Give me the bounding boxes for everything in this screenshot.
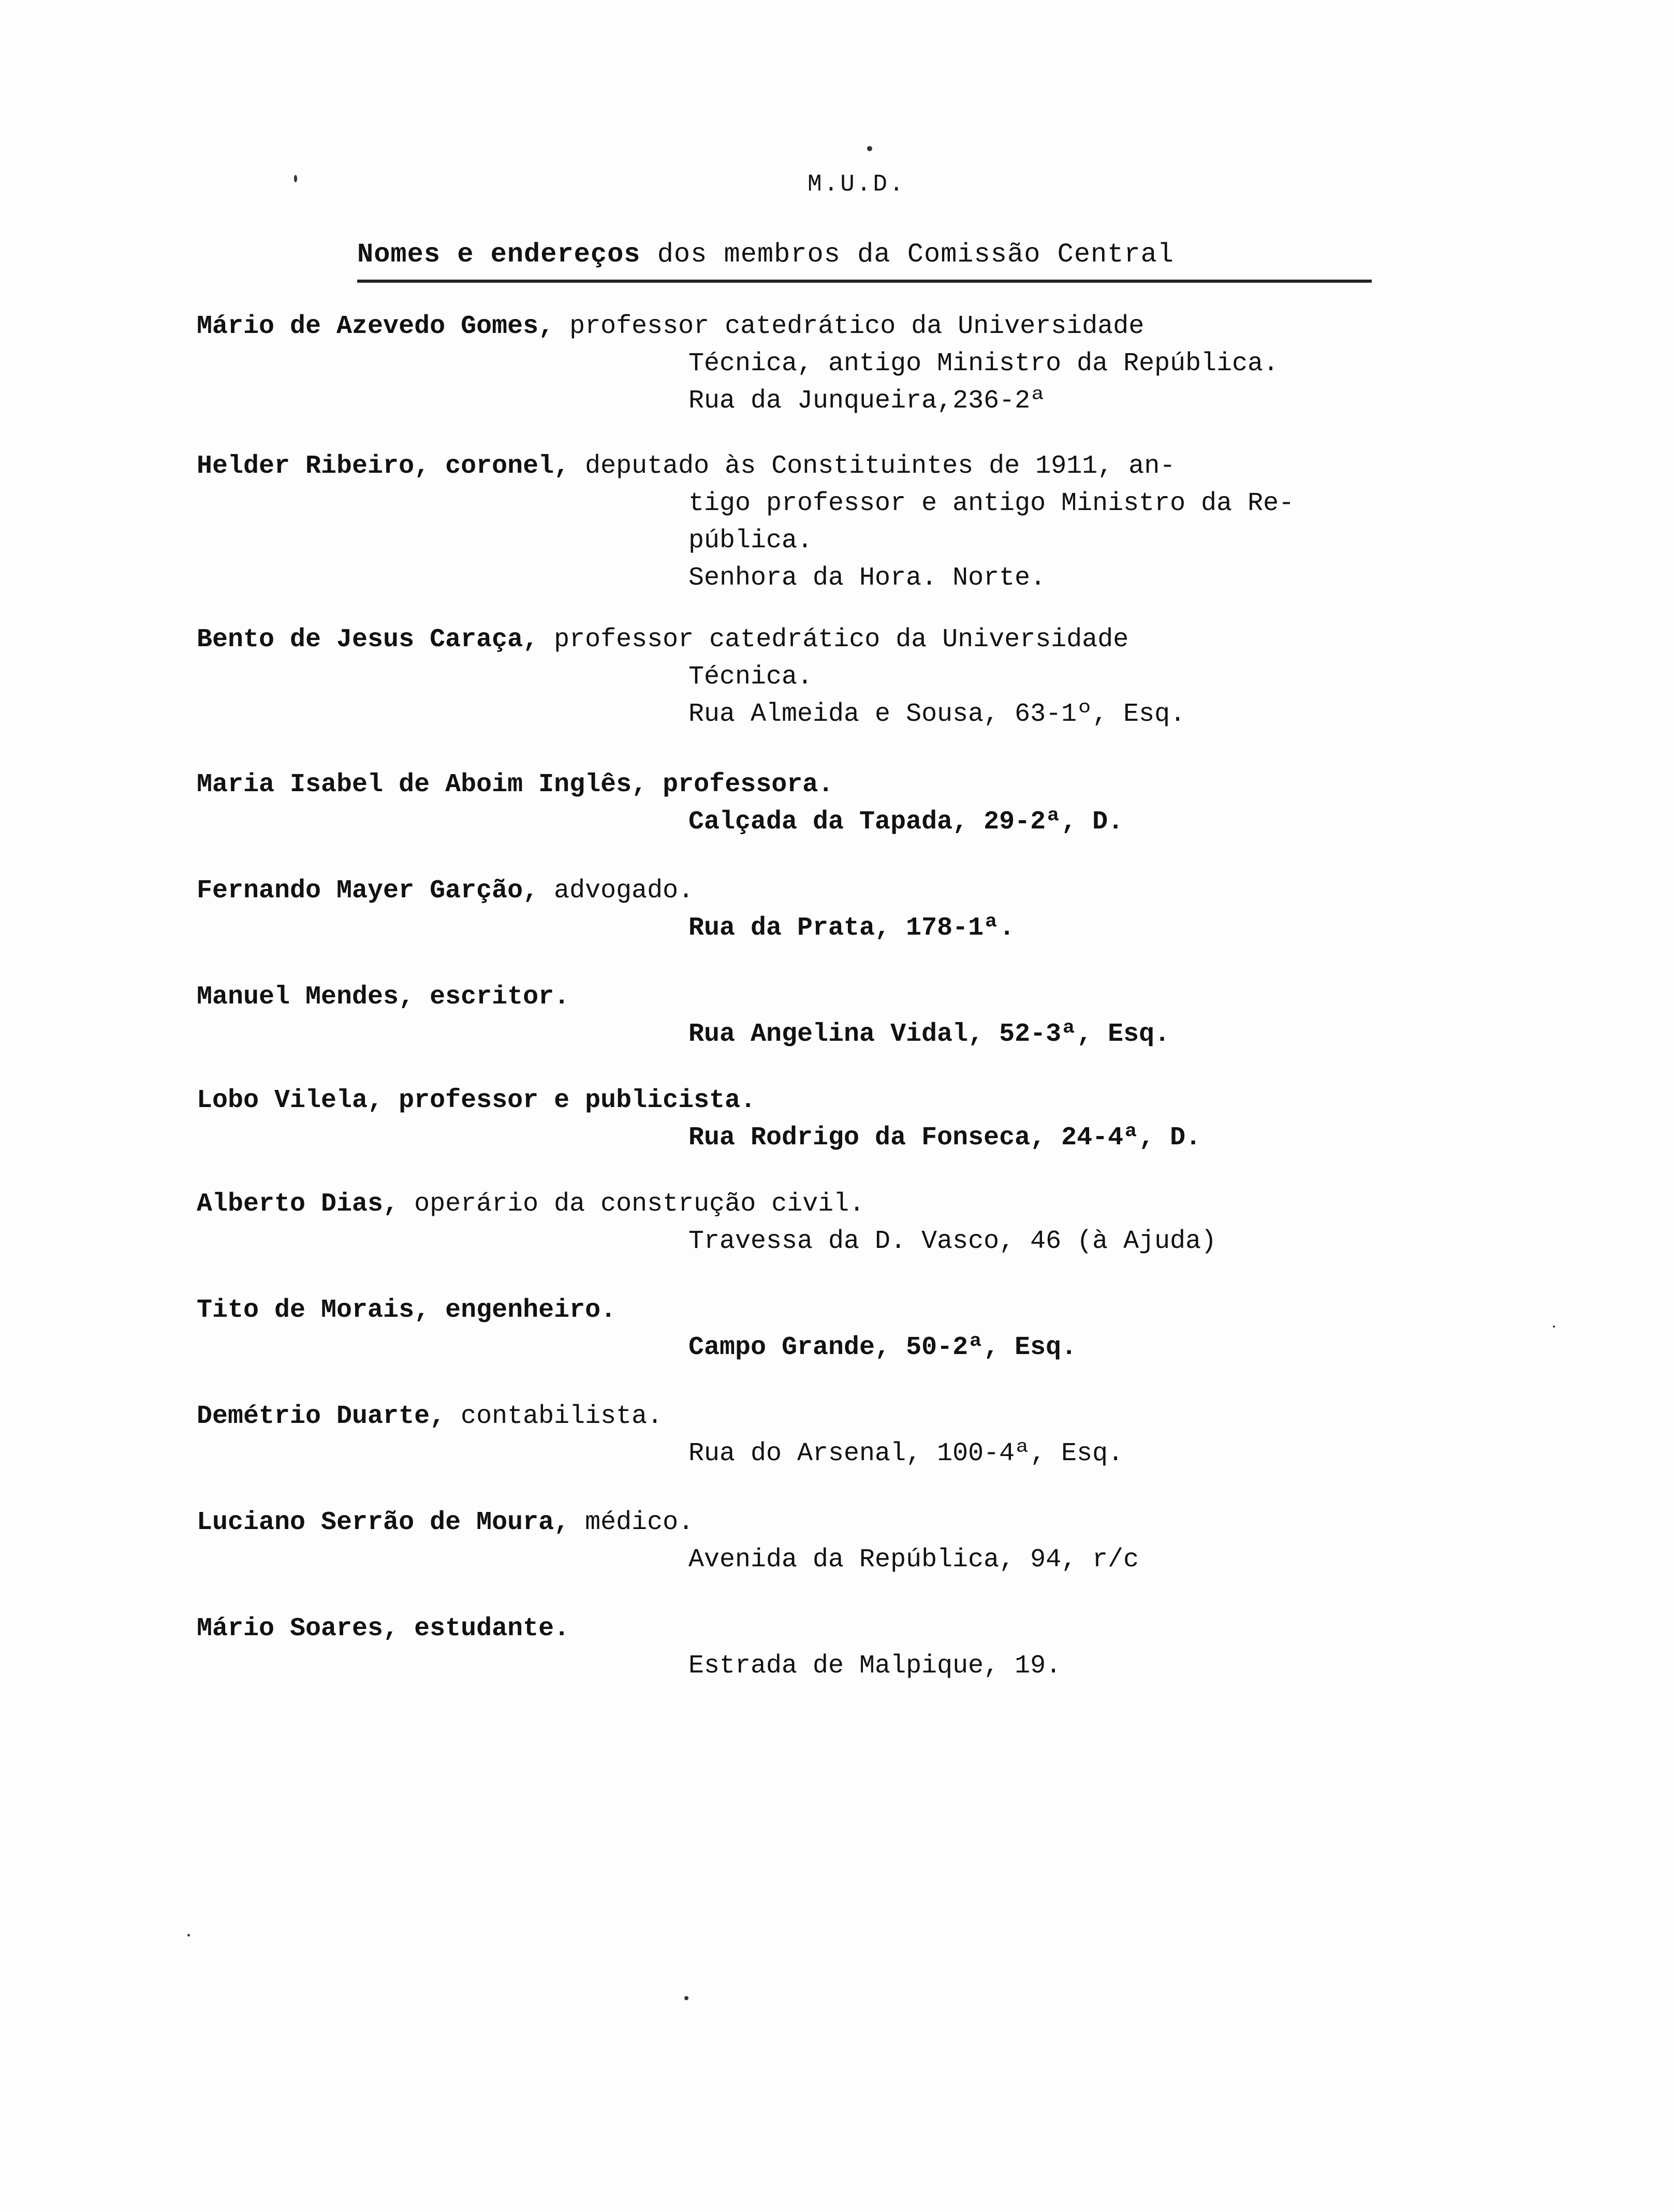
member-detail: professor e publicista. [399,1086,756,1115]
member-name: Maria Isabel de Aboim Inglês, [197,770,648,799]
member-address: Rua Angelina Vidal, 52-3ª, Esq. [688,1020,1170,1049]
member-name: Alberto Dias, [197,1189,399,1219]
member-address: Rua Rodrigo da Fonseca, 24-4ª, D. [688,1123,1201,1153]
member-detail: estudante. [414,1614,570,1643]
member-name: Helder Ribeiro, coronel, [197,452,570,481]
member-detail: médico. [585,1508,694,1537]
member-name: Demétrio Duarte, [197,1402,446,1431]
organization-title: M.U.D. [808,171,906,198]
member-detail: professor catedrático da Universidade [554,625,1129,654]
member-name: Luciano Serrão de Moura, [197,1508,570,1537]
scan-speck [867,146,872,151]
member-address: Rua da Junqueira,236-2ª [688,386,1046,416]
member-detail: operário da construção civil. [414,1189,865,1219]
scan-speck [294,175,297,182]
member-detail: advogado. [554,876,694,906]
member-detail: engenheiro. [445,1296,617,1325]
document-subtitle [357,239,1174,270]
member-entry [197,621,1543,733]
member-address: Rua do Arsenal, 100-4ª, Esq. [688,1439,1124,1468]
subtitle-rest-part: dos membros da Comissão Central [640,239,1175,270]
member-name: Manuel Mendes, [197,982,415,1012]
member-name: Bento de Jesus Caraça, [197,625,539,654]
member-detail: contabilista. [461,1402,663,1431]
member-entry [197,1398,1543,1473]
member-address: Rua da Prata, 178-1ª. [688,913,1015,943]
member-entry [197,448,1543,597]
member-name: Fernando Mayer Garção, [197,876,539,906]
member-entry [197,1610,1543,1685]
member-entry [197,1186,1543,1260]
member-address: Senhora da Hora. Norte. [688,563,1046,593]
scan-speck [1553,1326,1555,1328]
member-entry [197,308,1543,420]
member-address: Campo Grande, 50-2ª, Esq. [688,1333,1077,1362]
member-address: Rua Almeida e Sousa, 63-1º, Esq. [688,700,1186,729]
member-detail: pública. [688,526,813,556]
member-name: Tito de Morais, [197,1296,430,1325]
subtitle-underline [357,280,1372,283]
member-detail: escritor. [430,982,570,1012]
member-detail: tigo professor e antigo Ministro da Re- [688,489,1295,518]
member-address: Travessa da D. Vasco, 46 (à Ajuda) [688,1227,1217,1256]
member-entry [197,1082,1543,1157]
member-detail: professora. [663,770,834,799]
subtitle-bold-part: Nomes e endereços [357,239,641,270]
member-entry [197,1292,1543,1366]
member-entry [197,979,1543,1053]
member-name: Lobo Vilela, [197,1086,384,1115]
member-detail: Técnica. [688,662,813,692]
member-detail: Técnica, antigo Ministro da República. [688,349,1279,379]
member-entry [197,766,1543,841]
scan-speck [187,1934,190,1937]
member-name: Mário Soares, [197,1614,399,1643]
member-entry [197,1504,1543,1579]
member-entry [197,872,1543,947]
member-name: Mário de Azevedo Gomes, [197,312,554,341]
member-address: Estrada de Malpique, 19. [688,1651,1062,1681]
member-address: Avenida da República, 94, r/c [688,1545,1139,1575]
member-detail: deputado às Constituintes de 1911, an- [585,452,1176,481]
scan-speck [684,1996,688,2000]
member-address: Calçada da Tapada, 29-2ª, D. [688,807,1124,837]
member-detail: professor catedrático da Universidade [569,312,1144,341]
